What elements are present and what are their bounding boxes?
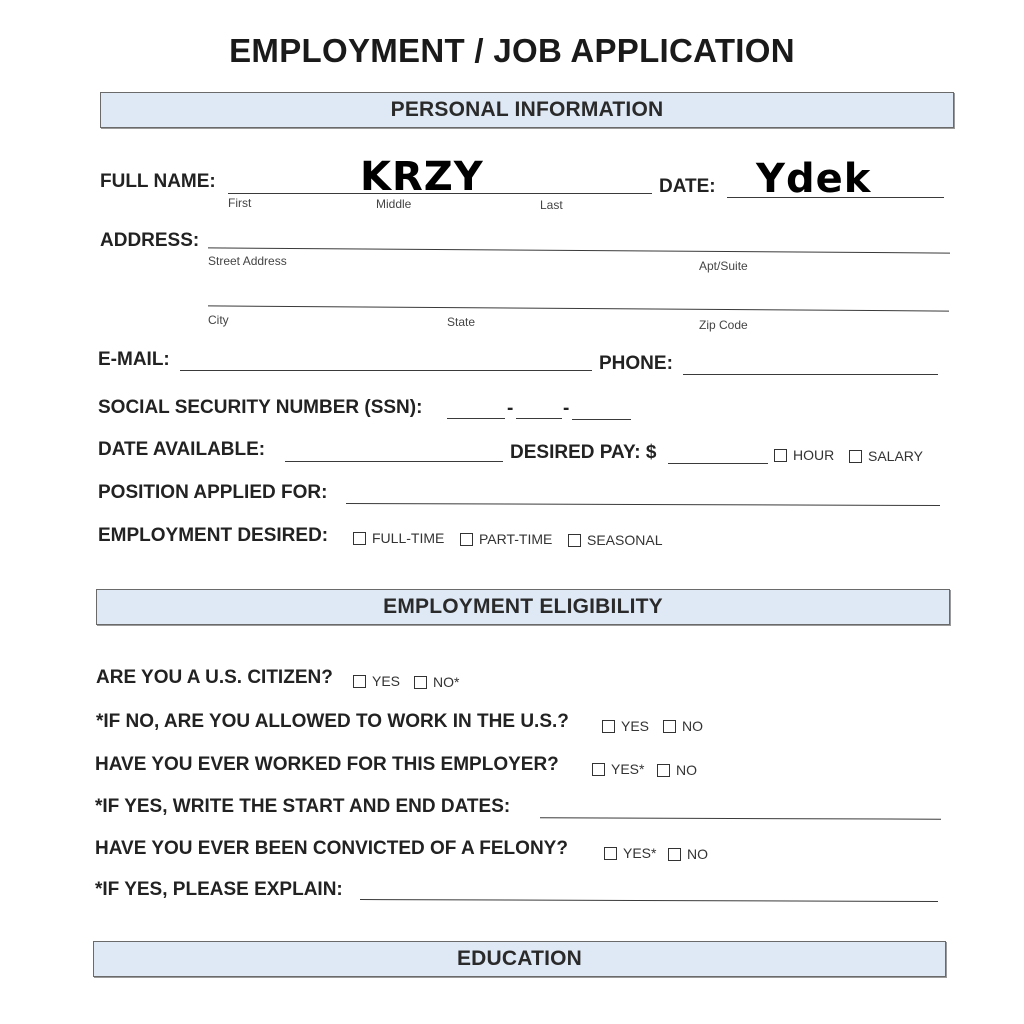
felony-yes-option[interactable]: YES*: [604, 845, 656, 861]
section-header-personal: PERSONAL INFORMATION: [100, 92, 954, 128]
city-state-zip-field[interactable]: [208, 305, 949, 311]
allowed-to-work-question: *IF NO, ARE YOU ALLOWED TO WORK IN THE U.S.?: [96, 711, 569, 732]
allowed-yes-option[interactable]: YES: [602, 718, 649, 734]
ssn-part1-field[interactable]: [447, 418, 505, 419]
name-middle-caption: Middle: [376, 197, 412, 211]
state-caption: State: [447, 315, 476, 329]
citizen-question: ARE YOU A U.S. CITIZEN?: [96, 667, 333, 688]
name-first-caption: First: [228, 196, 252, 210]
checkbox[interactable]: [353, 532, 366, 545]
worked-before-question: HAVE YOU EVER WORKED FOR THIS EMPLOYER?: [95, 754, 559, 775]
worked-yes-option[interactable]: YES*: [592, 761, 644, 777]
ssn-part2-field[interactable]: [516, 418, 562, 419]
date-value: Ydek: [756, 156, 872, 202]
checkbox[interactable]: [668, 848, 681, 861]
phone-field[interactable]: [683, 374, 938, 375]
desired-pay-label: DESIRED PAY: $: [510, 442, 657, 463]
position-label: POSITION APPLIED FOR:: [98, 482, 328, 503]
email-field[interactable]: [180, 370, 592, 371]
checkbox[interactable]: [657, 764, 670, 777]
seasonal-option[interactable]: SEASONAL: [568, 532, 662, 548]
felony-no-option[interactable]: NO: [668, 846, 708, 862]
checkbox[interactable]: [460, 533, 473, 546]
name-last-caption: Last: [540, 198, 563, 212]
position-field[interactable]: [346, 503, 940, 506]
checkbox[interactable]: [568, 534, 581, 547]
checkbox[interactable]: [592, 763, 605, 776]
ssn-part3-field[interactable]: [572, 419, 631, 420]
checkbox[interactable]: [602, 720, 615, 733]
email-label: E-MAIL:: [98, 349, 170, 370]
employment-desired-label: EMPLOYMENT DESIRED:: [98, 525, 329, 546]
date-label: DATE:: [659, 176, 716, 197]
ssn-separator: -: [507, 398, 514, 419]
checkbox[interactable]: [353, 675, 366, 688]
section-header-education: EDUCATION: [93, 941, 946, 977]
desired-pay-field[interactable]: [668, 463, 768, 464]
explain-field[interactable]: [360, 899, 938, 902]
full-time-option[interactable]: FULL-TIME: [353, 530, 444, 546]
checkbox[interactable]: [414, 676, 427, 689]
part-time-option[interactable]: PART-TIME: [460, 531, 552, 547]
pay-salary-option[interactable]: SALARY: [849, 448, 923, 464]
city-caption: City: [208, 313, 229, 327]
start-end-dates-label: *IF YES, WRITE THE START AND END DATES:: [95, 796, 511, 817]
apt-suite-caption: Apt/Suite: [699, 259, 748, 273]
checkbox[interactable]: [663, 720, 676, 733]
address-label: ADDRESS:: [100, 230, 200, 251]
zip-code-caption: Zip Code: [699, 318, 748, 332]
pay-hour-option[interactable]: HOUR: [774, 447, 834, 463]
explain-label: *IF YES, PLEASE EXPLAIN:: [95, 879, 343, 900]
date-available-label: DATE AVAILABLE:: [98, 439, 266, 460]
full-name-label: FULL NAME:: [100, 171, 216, 192]
ssn-separator: -: [563, 398, 570, 419]
form-title: EMPLOYMENT / JOB APPLICATION: [229, 32, 795, 69]
street-address-caption: Street Address: [208, 254, 287, 268]
worked-no-option[interactable]: NO: [657, 762, 697, 778]
street-address-field[interactable]: [208, 247, 950, 253]
felony-question: HAVE YOU EVER BEEN CONVICTED OF A FELONY?: [95, 838, 568, 859]
ssn-label: SOCIAL SECURITY NUMBER (SSN):: [98, 397, 423, 418]
citizen-yes-option[interactable]: YES: [353, 673, 400, 689]
date-available-field[interactable]: [285, 461, 503, 462]
citizen-no-option[interactable]: NO*: [414, 674, 459, 690]
allowed-no-option[interactable]: NO: [663, 718, 703, 734]
full-name-value: KRZY: [360, 154, 484, 200]
checkbox[interactable]: [849, 450, 862, 463]
checkbox[interactable]: [604, 847, 617, 860]
section-header-eligibility: EMPLOYMENT ELIGIBILITY: [96, 589, 950, 625]
checkbox[interactable]: [774, 449, 787, 462]
phone-label: PHONE:: [599, 353, 673, 374]
start-end-dates-field[interactable]: [540, 817, 941, 819]
